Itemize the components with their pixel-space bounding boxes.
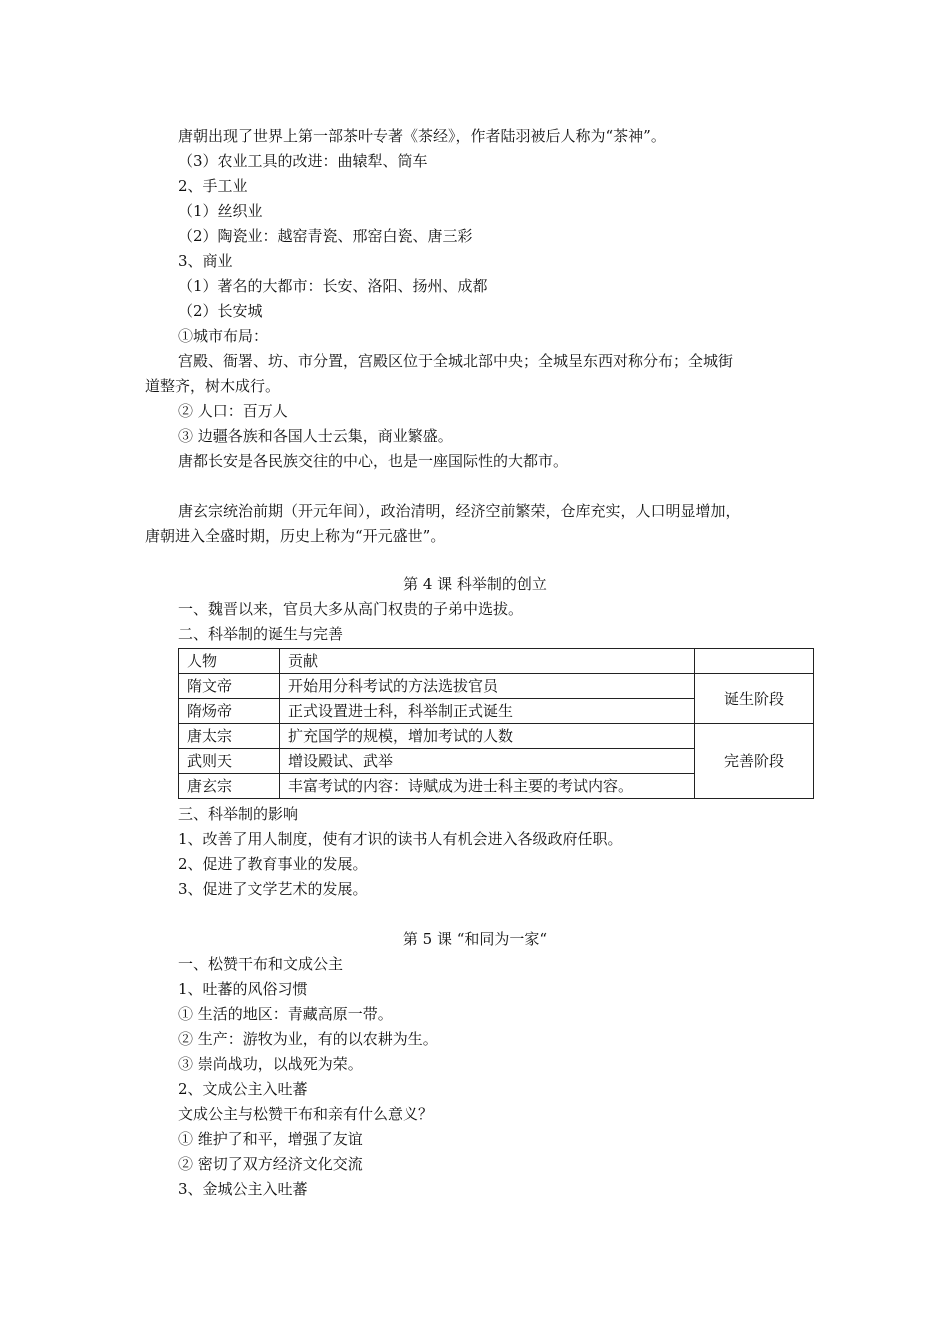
paragraph-tea-classic: 唐朝出现了世界上第一部茶叶专著《茶经》，作者陆羽被后人称为“茶神”。 (178, 127, 666, 145)
lesson5-line: ③ 崇尚战功，以战死为荣。 (178, 1055, 363, 1073)
cell-contribution: 正式设置进士科，科举制正式诞生 (280, 699, 695, 724)
lesson5-line: 文成公主与松赞干布和亲有什么意义？ (178, 1105, 434, 1123)
cell-person: 隋炀帝 (179, 699, 280, 724)
heading-commerce: 3、商业 (178, 252, 233, 270)
lesson5-line: 一、松赞干布和文成公主 (178, 955, 344, 973)
lesson4-impact2: 2、促进了教育事业的发展。 (178, 855, 368, 873)
heading-handicraft: 2、手工业 (178, 177, 248, 195)
cell-stage-perfect: 完善阶段 (695, 724, 814, 799)
cell-person: 唐玄宗 (179, 774, 280, 799)
cell-contribution: 开始用分科考试的方法选拔官员 (280, 674, 695, 699)
header-stage (695, 649, 814, 674)
table-header-row (179, 649, 814, 674)
lesson5-title: 第 5 课 “和同为一家“ (402, 930, 548, 948)
lesson5-line: ① 维护了和平，增强了友谊 (178, 1130, 363, 1148)
list-item-ceramics: （2）陶瓷业：越窑青瓷、邢窑白瓷、唐三彩 (178, 227, 473, 245)
list-item-cities: （1）著名的大都市：长安、洛阳、扬州、成都 (178, 277, 488, 295)
paragraph-layout-line2: 道整齐，树木成行。 (145, 377, 281, 395)
list-item-changan: （2）长安城 (178, 302, 263, 320)
lesson5-line: 3、金城公主入吐蕃 (178, 1180, 308, 1198)
list-item-silk: （1）丝织业 (178, 202, 263, 220)
lesson4-point2: 二、科举制的诞生与完善 (178, 625, 344, 643)
lesson4-point1: 一、魏晋以来，官员大多从高门权贵的子弟中选拔。 (178, 600, 524, 618)
list-item-city-layout: ①城市布局： (178, 327, 269, 345)
lesson5-line: ② 密切了双方经济文化交流 (178, 1155, 363, 1173)
cell-contribution: 丰富考试的内容：诗赋成为进士科主要的考试内容。 (280, 774, 695, 799)
cell-person: 隋文帝 (179, 674, 280, 699)
lesson5-line: ② 生产：游牧为业，有的以农耕为生。 (178, 1030, 438, 1048)
header-contribution: 贡献 (280, 649, 695, 674)
lesson4-impact1: 1、改善了用人制度，使有才识的读书人有机会进入各级政府任职。 (178, 830, 623, 848)
lesson4-title: 第 4 课 科举制的创立 (403, 575, 547, 593)
table-row (179, 674, 814, 699)
cell-person: 武则天 (179, 749, 280, 774)
paragraph-kaiyuan-line1: 唐玄宗统治前期（开元年间），政治清明，经济空前繁荣，仓库充实，人口明显增加， (178, 502, 741, 520)
cell-person: 唐太宗 (179, 724, 280, 749)
paragraph-changan-center: 唐都长安是各民族交往的中心，也是一座国际性的大都市。 (178, 452, 569, 470)
lesson4-point3: 三、科举制的影响 (178, 805, 299, 823)
list-item-farm-tools: （3）农业工具的改进：曲辕犁、筒车 (178, 152, 428, 170)
header-person: 人物 (179, 649, 280, 674)
paragraph-layout-line1: 宫殿、衙署、坊、市分置，宫殿区位于全城北部中央；全城呈东西对称分布；全城街 (178, 352, 734, 370)
table-row (179, 724, 814, 749)
cell-contribution: 扩充国学的规模，增加考试的人数 (280, 724, 695, 749)
list-item-population: ② 人口：百万人 (178, 402, 288, 420)
imperial-exam-table (178, 648, 814, 799)
paragraph-kaiyuan-line2: 唐朝进入全盛时期，历史上称为“开元盛世”。 (145, 527, 446, 545)
lesson4-impact3: 3、促进了文学艺术的发展。 (178, 880, 368, 898)
cell-contribution: 增设殿试、武举 (280, 749, 695, 774)
lesson5-line: 1、吐蕃的风俗习惯 (178, 980, 308, 998)
list-item-peoples: ③ 边疆各族和各国人士云集，商业繁盛。 (178, 427, 453, 445)
cell-stage-birth: 诞生阶段 (695, 674, 814, 724)
lesson5-line: 2、文成公主入吐蕃 (178, 1080, 308, 1098)
lesson5-line: ① 生活的地区：青藏高原一带。 (178, 1005, 393, 1023)
